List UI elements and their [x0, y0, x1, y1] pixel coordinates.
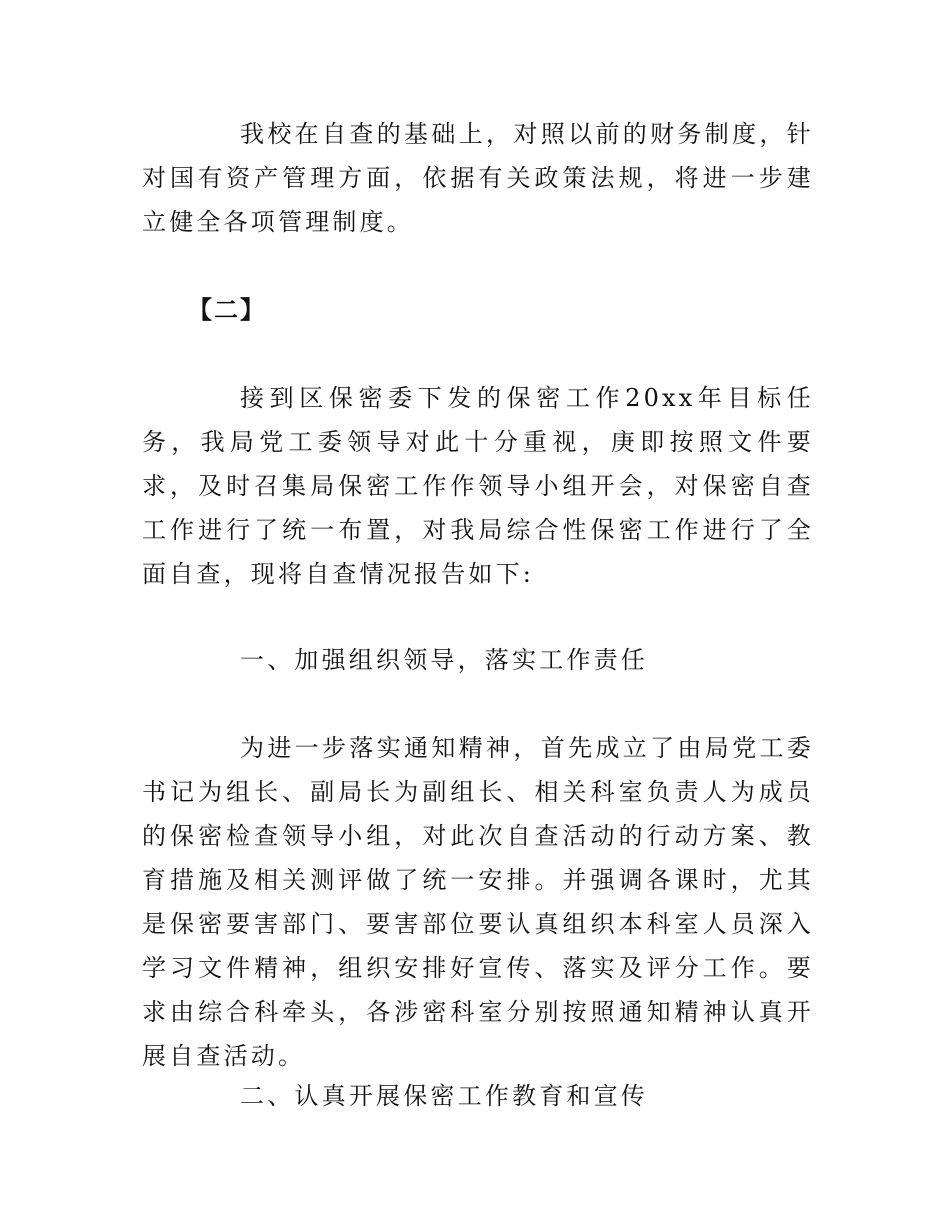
paragraph-intro: 接到区保密委下发的保密工作20xx年目标任务，我局党工委领导对此十分重视，庚即按照文件要求，及时召集局保密工作作领导小组开会，对保密自查工作进行了统一布置，对我局综合性保密工作进行了全面自查，现将自查情况报告如下: — [142, 384, 814, 588]
paragraph-organization: 为进一步落实通知精神，首先成立了由局党工委书记为组长、副局长为副组长、相关科室负责人为成员的保密检查领导小组，对此次自查活动的行动方案、教育措施及相关测评做了统一安排。并强调各课时，尤其是保密要害部门、要害部位要认真组织本科室人员深入学习文件精神，组织安排好宣传、落实及评分工作。要求由综合科牵头，各涉密科室分别按照通知精神认真开展自查活动。 — [142, 734, 814, 1070]
section-marker: 【二】 — [188, 295, 266, 324]
heading-organization: 一、加强组织领导，落实工作责任 — [240, 646, 648, 674]
paragraph-asset-management: 我校在自查的基础上，对照以前的财务制度，针对国有资产管理方面，依据有关政策法规，将进一步建立健全各项管理制度。 — [142, 120, 814, 236]
heading-education: 二、认真开展保密工作教育和宣传 — [240, 1082, 648, 1110]
